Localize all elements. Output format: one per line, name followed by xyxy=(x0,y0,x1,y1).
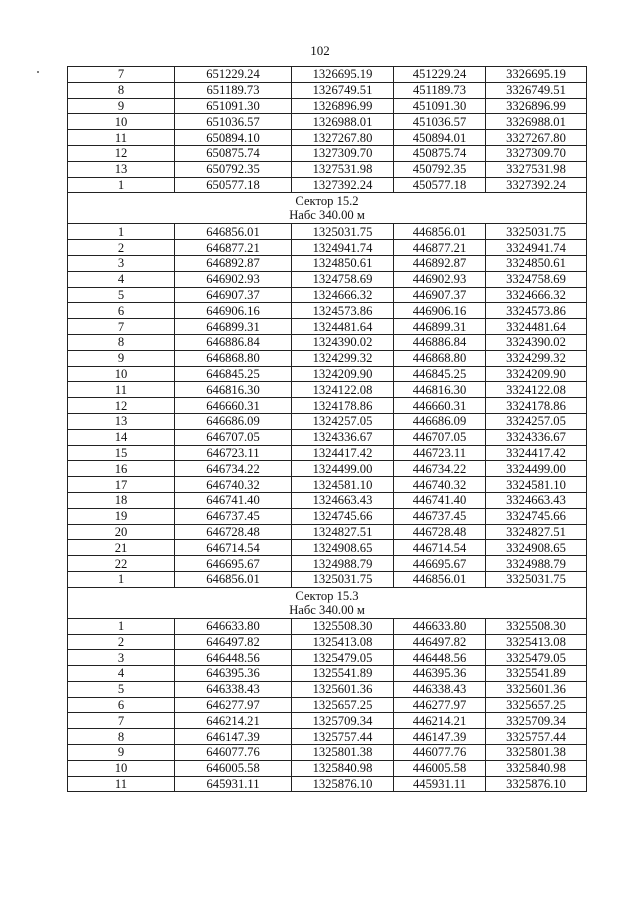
point-number-cell: 9 xyxy=(68,745,175,761)
y-msk-cell: 1326896.99 xyxy=(292,98,394,114)
x-msk-cell: 646845.25 xyxy=(175,366,292,382)
y-local-cell: 3324336.67 xyxy=(486,429,587,445)
y-local-cell: 3325031.75 xyxy=(486,571,587,587)
x-local-cell: 446338.43 xyxy=(394,681,486,697)
y-msk-cell: 1325541.89 xyxy=(292,666,394,682)
point-number-cell: 14 xyxy=(68,429,175,445)
x-msk-cell: 646395.36 xyxy=(175,666,292,682)
x-msk-cell: 646005.58 xyxy=(175,760,292,776)
table-row xyxy=(68,492,587,508)
table-row xyxy=(68,334,587,350)
x-msk-cell: 646902.93 xyxy=(175,271,292,287)
y-msk-cell: 1325031.75 xyxy=(292,571,394,587)
point-number-cell: 21 xyxy=(68,540,175,556)
y-msk-cell: 1324122.08 xyxy=(292,382,394,398)
table-row xyxy=(68,760,587,776)
y-msk-cell: 1324573.86 xyxy=(292,303,394,319)
y-msk-cell: 1326988.01 xyxy=(292,114,394,130)
y-msk-cell: 1326749.51 xyxy=(292,82,394,98)
y-local-cell: 3324299.32 xyxy=(486,350,587,366)
table-row xyxy=(68,366,587,382)
x-msk-cell: 646077.76 xyxy=(175,745,292,761)
y-local-cell: 3326896.99 xyxy=(486,98,587,114)
table-row xyxy=(68,130,587,146)
x-local-cell: 450577.18 xyxy=(394,177,486,193)
y-local-cell: 3325657.25 xyxy=(486,697,587,713)
point-number-cell: 9 xyxy=(68,350,175,366)
x-local-cell: 451229.24 xyxy=(394,67,486,83)
x-local-cell: 446737.45 xyxy=(394,508,486,524)
x-msk-cell: 646868.80 xyxy=(175,350,292,366)
point-number-cell: 8 xyxy=(68,334,175,350)
table-row xyxy=(68,67,587,83)
sector-height: Набс 340.00 м xyxy=(289,602,365,617)
point-number-cell: 9 xyxy=(68,98,175,114)
x-msk-cell: 646707.05 xyxy=(175,429,292,445)
point-number-cell: 5 xyxy=(68,681,175,697)
x-msk-cell: 646899.31 xyxy=(175,319,292,335)
point-number-cell: 7 xyxy=(68,67,175,83)
x-local-cell: 446686.09 xyxy=(394,413,486,429)
table-row xyxy=(68,161,587,177)
x-local-cell: 446707.05 xyxy=(394,429,486,445)
y-msk-cell: 1325657.25 xyxy=(292,697,394,713)
x-msk-cell: 646277.97 xyxy=(175,697,292,713)
point-number-cell: 2 xyxy=(68,634,175,650)
x-msk-cell: 650577.18 xyxy=(175,177,292,193)
y-msk-cell: 1327531.98 xyxy=(292,161,394,177)
table-row xyxy=(68,477,587,493)
y-local-cell: 3325709.34 xyxy=(486,713,587,729)
y-msk-cell: 1324390.02 xyxy=(292,334,394,350)
x-msk-cell: 650875.74 xyxy=(175,145,292,161)
x-msk-cell: 650792.35 xyxy=(175,161,292,177)
y-msk-cell: 1324745.66 xyxy=(292,508,394,524)
point-number-cell: 3 xyxy=(68,650,175,666)
page-number: 102 xyxy=(310,43,330,58)
table-row xyxy=(68,445,587,461)
sector-height: Набс 340.00 м xyxy=(289,208,365,223)
y-local-cell: 3327309.70 xyxy=(486,145,587,161)
y-msk-cell: 1324299.32 xyxy=(292,350,394,366)
y-msk-cell: 1324758.69 xyxy=(292,271,394,287)
point-number-cell: 13 xyxy=(68,413,175,429)
x-local-cell: 446856.01 xyxy=(394,224,486,240)
point-number-cell: 10 xyxy=(68,114,175,130)
point-number-cell: 5 xyxy=(68,287,175,303)
table-row xyxy=(68,618,587,634)
x-local-cell: 451091.30 xyxy=(394,98,486,114)
x-msk-cell: 646816.30 xyxy=(175,382,292,398)
y-local-cell: 3324941.74 xyxy=(486,240,587,256)
point-number-cell: 16 xyxy=(68,461,175,477)
x-local-cell: 446395.36 xyxy=(394,666,486,682)
x-msk-cell: 646877.21 xyxy=(175,240,292,256)
x-local-cell: 446728.48 xyxy=(394,524,486,540)
y-local-cell: 3324850.61 xyxy=(486,255,587,271)
x-msk-cell: 646740.32 xyxy=(175,477,292,493)
x-msk-cell: 646856.01 xyxy=(175,571,292,587)
y-msk-cell: 1325413.08 xyxy=(292,634,394,650)
y-msk-cell: 1325031.75 xyxy=(292,224,394,240)
y-msk-cell: 1324417.42 xyxy=(292,445,394,461)
y-msk-cell: 1325601.36 xyxy=(292,681,394,697)
x-msk-cell: 646660.31 xyxy=(175,398,292,414)
y-local-cell: 3325601.36 xyxy=(486,681,587,697)
x-local-cell: 446734.22 xyxy=(394,461,486,477)
x-local-cell: 450894.01 xyxy=(394,130,486,146)
y-msk-cell: 1324827.51 xyxy=(292,524,394,540)
y-msk-cell: 1325479.05 xyxy=(292,650,394,666)
x-local-cell: 446723.11 xyxy=(394,445,486,461)
point-number-cell: 7 xyxy=(68,713,175,729)
y-local-cell: 3324581.10 xyxy=(486,477,587,493)
table-row xyxy=(68,255,587,271)
sector-header-cell xyxy=(68,587,587,618)
table-row xyxy=(68,697,587,713)
point-number-cell: 17 xyxy=(68,477,175,493)
x-msk-cell: 646338.43 xyxy=(175,681,292,697)
sector-title: Сектор 15.3 xyxy=(295,588,359,603)
point-number-cell: 8 xyxy=(68,82,175,98)
table-row xyxy=(68,145,587,161)
x-msk-cell: 650894.10 xyxy=(175,130,292,146)
x-msk-cell: 651229.24 xyxy=(175,67,292,83)
x-local-cell: 446886.84 xyxy=(394,334,486,350)
y-msk-cell: 1324257.05 xyxy=(292,413,394,429)
x-local-cell: 451036.57 xyxy=(394,114,486,130)
x-local-cell: 446633.80 xyxy=(394,618,486,634)
table-row xyxy=(68,650,587,666)
y-msk-cell: 1324908.65 xyxy=(292,540,394,556)
point-number-cell: 19 xyxy=(68,508,175,524)
x-msk-cell: 646147.39 xyxy=(175,729,292,745)
y-local-cell: 3324758.69 xyxy=(486,271,587,287)
table-row xyxy=(68,634,587,650)
y-local-cell: 3324573.86 xyxy=(486,303,587,319)
point-number-cell: 4 xyxy=(68,271,175,287)
point-number-cell: 10 xyxy=(68,760,175,776)
y-msk-cell: 1327267.80 xyxy=(292,130,394,146)
y-local-cell: 3324209.90 xyxy=(486,366,587,382)
y-local-cell: 3326988.01 xyxy=(486,114,587,130)
point-number-cell: 12 xyxy=(68,145,175,161)
y-local-cell: 3326695.19 xyxy=(486,67,587,83)
point-number-cell: 8 xyxy=(68,729,175,745)
table-row xyxy=(68,398,587,414)
x-msk-cell: 646907.37 xyxy=(175,287,292,303)
point-number-cell: 1 xyxy=(68,224,175,240)
table-row xyxy=(68,524,587,540)
x-local-cell: 450792.35 xyxy=(394,161,486,177)
point-number-cell: 18 xyxy=(68,492,175,508)
x-msk-cell: 646214.21 xyxy=(175,713,292,729)
x-local-cell: 450875.74 xyxy=(394,145,486,161)
x-local-cell: 451189.73 xyxy=(394,82,486,98)
point-number-cell: 1 xyxy=(68,177,175,193)
x-msk-cell: 646886.84 xyxy=(175,334,292,350)
y-local-cell: 3327392.24 xyxy=(486,177,587,193)
table-row xyxy=(68,461,587,477)
y-msk-cell: 1324336.67 xyxy=(292,429,394,445)
coordinates-table-body xyxy=(68,67,587,792)
table-row xyxy=(68,303,587,319)
x-local-cell: 446902.93 xyxy=(394,271,486,287)
y-local-cell: 3324827.51 xyxy=(486,524,587,540)
y-msk-cell: 1325508.30 xyxy=(292,618,394,634)
table-row xyxy=(68,350,587,366)
y-local-cell: 3324257.05 xyxy=(486,413,587,429)
point-number-cell: 2 xyxy=(68,240,175,256)
x-local-cell: 446877.21 xyxy=(394,240,486,256)
y-local-cell: 3325413.08 xyxy=(486,634,587,650)
x-local-cell: 446497.82 xyxy=(394,634,486,650)
y-msk-cell: 1325840.98 xyxy=(292,760,394,776)
point-number-cell: 11 xyxy=(68,776,175,792)
y-local-cell: 3324122.08 xyxy=(486,382,587,398)
table-row xyxy=(68,776,587,792)
table-row xyxy=(68,382,587,398)
x-msk-cell: 646892.87 xyxy=(175,255,292,271)
x-local-cell: 446277.97 xyxy=(394,697,486,713)
table-row xyxy=(68,540,587,556)
y-local-cell: 3325876.10 xyxy=(486,776,587,792)
y-msk-cell: 1325709.34 xyxy=(292,713,394,729)
table-row xyxy=(68,729,587,745)
x-msk-cell: 651189.73 xyxy=(175,82,292,98)
x-msk-cell: 645931.11 xyxy=(175,776,292,792)
point-number-cell: 3 xyxy=(68,255,175,271)
x-local-cell: 446695.67 xyxy=(394,556,486,572)
point-number-cell: 12 xyxy=(68,398,175,414)
y-msk-cell: 1324209.90 xyxy=(292,366,394,382)
x-local-cell: 446660.31 xyxy=(394,398,486,414)
x-local-cell: 446856.01 xyxy=(394,571,486,587)
x-msk-cell: 646448.56 xyxy=(175,650,292,666)
x-local-cell: 446740.32 xyxy=(394,477,486,493)
y-local-cell: 3325541.89 xyxy=(486,666,587,682)
y-msk-cell: 1325876.10 xyxy=(292,776,394,792)
point-number-cell: 6 xyxy=(68,697,175,713)
table-row xyxy=(68,271,587,287)
y-msk-cell: 1327309.70 xyxy=(292,145,394,161)
y-local-cell: 3324481.64 xyxy=(486,319,587,335)
coordinates-table xyxy=(67,66,587,792)
table-row xyxy=(68,224,587,240)
table-row xyxy=(68,98,587,114)
y-local-cell: 3327531.98 xyxy=(486,161,587,177)
x-msk-cell: 651036.57 xyxy=(175,114,292,130)
point-number-cell: 10 xyxy=(68,366,175,382)
x-msk-cell: 646737.45 xyxy=(175,508,292,524)
table-row xyxy=(68,508,587,524)
y-local-cell: 3326749.51 xyxy=(486,82,587,98)
table-row xyxy=(68,745,587,761)
sector-title: Сектор 15.2 xyxy=(295,194,359,209)
x-local-cell: 446906.16 xyxy=(394,303,486,319)
y-msk-cell: 1324941.74 xyxy=(292,240,394,256)
y-msk-cell: 1324178.86 xyxy=(292,398,394,414)
x-msk-cell: 646497.82 xyxy=(175,634,292,650)
x-local-cell: 446214.21 xyxy=(394,713,486,729)
x-msk-cell: 646633.80 xyxy=(175,618,292,634)
y-local-cell: 3325757.44 xyxy=(486,729,587,745)
table-row xyxy=(68,82,587,98)
x-msk-cell: 646686.09 xyxy=(175,413,292,429)
y-msk-cell: 1325757.44 xyxy=(292,729,394,745)
x-local-cell: 446147.39 xyxy=(394,729,486,745)
sector-header-row xyxy=(68,193,587,224)
y-local-cell: 3324663.43 xyxy=(486,492,587,508)
x-msk-cell: 646734.22 xyxy=(175,461,292,477)
x-msk-cell: 646723.11 xyxy=(175,445,292,461)
point-number-cell: 20 xyxy=(68,524,175,540)
point-number-cell: 4 xyxy=(68,666,175,682)
y-local-cell: 3325840.98 xyxy=(486,760,587,776)
point-number-cell: 6 xyxy=(68,303,175,319)
table-row xyxy=(68,413,587,429)
y-msk-cell: 1326695.19 xyxy=(292,67,394,83)
x-local-cell: 446907.37 xyxy=(394,287,486,303)
y-local-cell: 3324745.66 xyxy=(486,508,587,524)
table-row xyxy=(68,287,587,303)
x-msk-cell: 646906.16 xyxy=(175,303,292,319)
x-local-cell: 446714.54 xyxy=(394,540,486,556)
y-msk-cell: 1324988.79 xyxy=(292,556,394,572)
point-number-cell: 13 xyxy=(68,161,175,177)
y-msk-cell: 1324581.10 xyxy=(292,477,394,493)
x-local-cell: 445931.11 xyxy=(394,776,486,792)
y-msk-cell: 1327392.24 xyxy=(292,177,394,193)
table-row xyxy=(68,666,587,682)
point-number-cell: 11 xyxy=(68,382,175,398)
x-msk-cell: 646695.67 xyxy=(175,556,292,572)
table-row xyxy=(68,319,587,335)
point-number-cell: 22 xyxy=(68,556,175,572)
x-msk-cell: 646741.40 xyxy=(175,492,292,508)
x-msk-cell: 646856.01 xyxy=(175,224,292,240)
x-local-cell: 446892.87 xyxy=(394,255,486,271)
point-number-cell: 15 xyxy=(68,445,175,461)
x-local-cell: 446741.40 xyxy=(394,492,486,508)
y-local-cell: 3324178.86 xyxy=(486,398,587,414)
table-row xyxy=(68,429,587,445)
point-number-cell: 1 xyxy=(68,571,175,587)
y-local-cell: 3325479.05 xyxy=(486,650,587,666)
x-msk-cell: 646728.48 xyxy=(175,524,292,540)
point-number-cell: 1 xyxy=(68,618,175,634)
x-local-cell: 446899.31 xyxy=(394,319,486,335)
point-number-cell: 7 xyxy=(68,319,175,335)
y-local-cell: 3324390.02 xyxy=(486,334,587,350)
sector-header-cell xyxy=(68,193,587,224)
y-msk-cell: 1324850.61 xyxy=(292,255,394,271)
x-local-cell: 446005.58 xyxy=(394,760,486,776)
y-msk-cell: 1324499.00 xyxy=(292,461,394,477)
table-row xyxy=(68,114,587,130)
y-local-cell: 3325508.30 xyxy=(486,618,587,634)
y-local-cell: 3324666.32 xyxy=(486,287,587,303)
x-local-cell: 446868.80 xyxy=(394,350,486,366)
x-msk-cell: 646714.54 xyxy=(175,540,292,556)
x-local-cell: 446077.76 xyxy=(394,745,486,761)
point-number-cell: 11 xyxy=(68,130,175,146)
table-row xyxy=(68,240,587,256)
y-local-cell: 3324499.00 xyxy=(486,461,587,477)
table-row xyxy=(68,177,587,193)
y-local-cell: 3327267.80 xyxy=(486,130,587,146)
y-local-cell: 3325031.75 xyxy=(486,224,587,240)
x-msk-cell: 651091.30 xyxy=(175,98,292,114)
table-row xyxy=(68,681,587,697)
y-local-cell: 3324417.42 xyxy=(486,445,587,461)
table-row xyxy=(68,713,587,729)
y-local-cell: 3324988.79 xyxy=(486,556,587,572)
y-msk-cell: 1324481.64 xyxy=(292,319,394,335)
y-msk-cell: 1325801.38 xyxy=(292,745,394,761)
sector-header-row xyxy=(68,587,587,618)
x-local-cell: 446845.25 xyxy=(394,366,486,382)
y-msk-cell: 1324663.43 xyxy=(292,492,394,508)
y-msk-cell: 1324666.32 xyxy=(292,287,394,303)
table-row xyxy=(68,556,587,572)
x-local-cell: 446448.56 xyxy=(394,650,486,666)
x-local-cell: 446816.30 xyxy=(394,382,486,398)
table-row xyxy=(68,571,587,587)
scan-speck xyxy=(37,71,39,73)
y-local-cell: 3324908.65 xyxy=(486,540,587,556)
y-local-cell: 3325801.38 xyxy=(486,745,587,761)
